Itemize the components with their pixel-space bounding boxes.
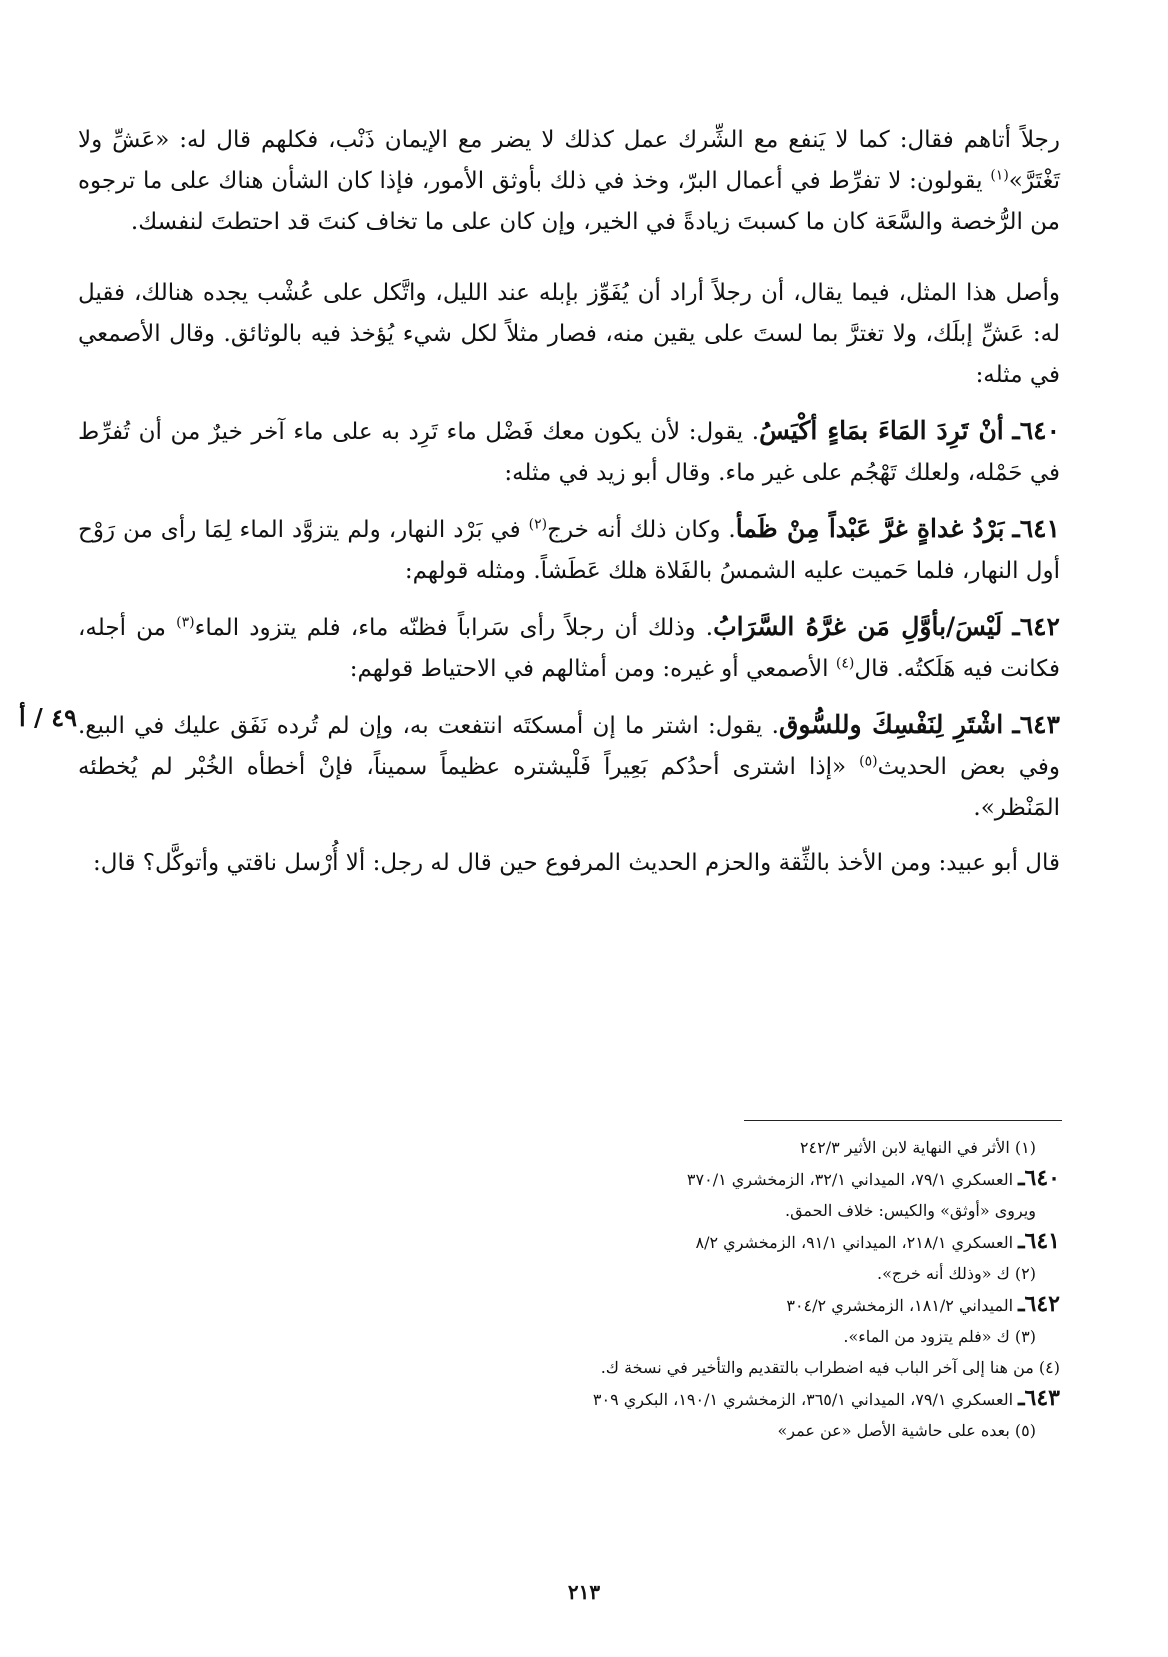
footnote-entry-number: ٦٤٢ـ: [1018, 1291, 1060, 1317]
footnote-640-note: ويروى «أوثق» والكيس: خلاف الحمق.: [785, 1201, 1036, 1220]
entry-643: [78, 704, 1060, 829]
paragraph-2: [78, 273, 1060, 396]
entry-text: في بَرْد النهار، ولم يتزوَّد الماء لِمَا رأى من رَوْح أول النهار، فلما حَميت عليه الشمسُ بالفَلاة هلك عَطَشاً. ومثله قولهم:: [78, 517, 1060, 584]
footnote-4: (٤) من هنا إلى آخر الباب فيه اضطراب بالتقديم والتأخير في نسخة ك.: [600, 1358, 1060, 1377]
footnote-text: الميداني ١٨١/٢، الزمخشري ٣٠٤/٢: [786, 1296, 1019, 1315]
entry-text: . يقول: اشتر ما إن أمسكتَه انتفعت به، وإن لم تُرده نَفَق عليك في البيع. وفي بعض الحديث: [78, 713, 1060, 780]
entry-641: [78, 508, 1060, 592]
footnote-text: العسكري ٧٩/١، الميداني ٣٦٥/١، الزمخشري ١٩٠/١، البكري ٣٠٩: [592, 1390, 1019, 1409]
paragraph-text: وأصل هذا المثل، فيما يقال، أن رجلاً أراد أن يُفَوِّز بإبله عند الليل، واتَّكل على عُشْب يجده هنالك، فقيل له: عَشِّ إبلَك، ولا تغترَّ بما لستَ على يقين منه، فصار مثلاً لكل شيء يُؤخذ فيه بالوثائق. وقال الأصمعي في مثله:: [78, 280, 1060, 388]
footnote-642: [200, 1289, 1060, 1321]
footnote-2: (٢) ك «وذلك أنه خرج».: [876, 1264, 1036, 1283]
proverb-text: لَيْسَ/بأوَّلِ مَن غرَّهُ السَّرَابُ: [713, 612, 1003, 641]
footnote-entry-number: ٦٤٠ـ: [1018, 1165, 1060, 1191]
entry-number: ٦٤٠ـ: [1012, 416, 1061, 445]
entry-642: [78, 606, 1060, 690]
footnote-640: [200, 1163, 1060, 1195]
entry-number: ٦٤٢ـ: [1012, 612, 1060, 641]
page-number: ٢١٣: [567, 1580, 601, 1604]
main-text: [78, 120, 1060, 898]
entry-text: الأصمعي أو غيره: ومن أمثالهم في الاحتياط قولهم:: [349, 656, 836, 682]
entry-number: ٦٤١ـ: [1012, 514, 1060, 543]
footnote-text: العسكري ٧٩/١، الميداني ٣٢/١، الزمخشري ٣٧٠/١: [686, 1170, 1019, 1189]
footnote-entry-number: ٦٤٣ـ: [1018, 1385, 1060, 1411]
entry-text: . يقول: لأن يكون معك فَضْل ماء تَرِد به على ماء آخر خيرٌ من أن تُفرِّط في حَمْله، ولعلك تَهْجُم على غير ماء. وقال أبو زيد في مثله:: [78, 419, 1060, 486]
footnote-5: (٥) بعده على حاشية الأصل «عن عمر»: [777, 1421, 1036, 1440]
paragraph-text: قال أبو عبيد: ومن الأخذ بالثِّقة والحزم الحديث المرفوع حين قال له رجل: ألا أُرْسل ناقتي وأتوكَّل؟ قال:: [93, 850, 1060, 876]
footnote-divider: [744, 1120, 1062, 1121]
entry-640: [78, 410, 1060, 494]
entry-text: «إذا اشترى أحدُكم بَعِيراً فَلْيشتره عظيماً سميناً، فإنْ أخطأه الخُبْر لم يُخطئه المَنْظر».: [78, 754, 1060, 821]
footnote-3: (٣) ك «فلم يتزود من الماء».: [843, 1327, 1036, 1346]
paragraph-text: يقولون: لا تفرِّط في أعمال البرّ، وخذ في ذلك بأوثق الأمور، فإذا كان الشأن هناك على ما ترجوه من الرُّخصة والسَّعَة كان ما كسبتَ زيادةً في الخير، وإن كان على ما تخاف كنتَ قد احتطتَ لنفسك.: [78, 168, 1060, 235]
manuscript-folio-mark: ٤٩ / أ: [19, 703, 77, 732]
paragraph-text: رجلاً أتاهم فقال: كما لا يَنفع مع الشِّرك عمل كذلك لا يضر مع الإيمان ذَنْب، فكلهم قال له: «عَشِّ ولا تَغْتَرَّ»: [78, 127, 1060, 194]
footnote-ref: (٤): [835, 655, 855, 672]
footnote-641: [200, 1226, 1060, 1258]
footnotes: [200, 1132, 1060, 1446]
footnote-ref: (٥): [859, 753, 878, 770]
entry-text: . وكان ذلك أنه خرج: [547, 517, 736, 543]
entry-text: . وذلك أن رجلاً رأى سَراباً فظنّه ماء، فلم يتزود الماء: [194, 615, 714, 641]
proverb-text: أنْ تَرِدَ المَاءَ بمَاءٍ أكْيَسُ: [759, 416, 1004, 445]
footnote-ref: (١): [990, 167, 1009, 184]
footnote-1: (١) الأثر في النهاية لابن الأثير ٢٤٢/٣: [799, 1138, 1036, 1157]
entry-number: ٦٤٣ـ: [1012, 710, 1060, 739]
entry-text: من أجله، فكانت فيه هَلَكتُه. قال: [78, 615, 1060, 682]
footnote-ref: (٢): [528, 516, 548, 533]
paragraph-last: [78, 843, 1060, 884]
proverb-text: بَرْدُ غداةٍ غرَّ عَبْداً مِنْ ظَمأ: [735, 514, 1005, 543]
paragraph-1: [78, 120, 1060, 243]
footnote-entry-number: ٦٤١ـ: [1018, 1228, 1060, 1254]
proverb-text: اشْتَرِ لِنَفْسِكَ وللسُّوق: [778, 710, 1004, 739]
footnote-643: [200, 1383, 1060, 1415]
footnote-ref: (٣): [176, 614, 195, 631]
footnote-text: العسكري ٢١٨/١، الميداني ٩١/١، الزمخشري ٨/٢: [695, 1233, 1019, 1252]
